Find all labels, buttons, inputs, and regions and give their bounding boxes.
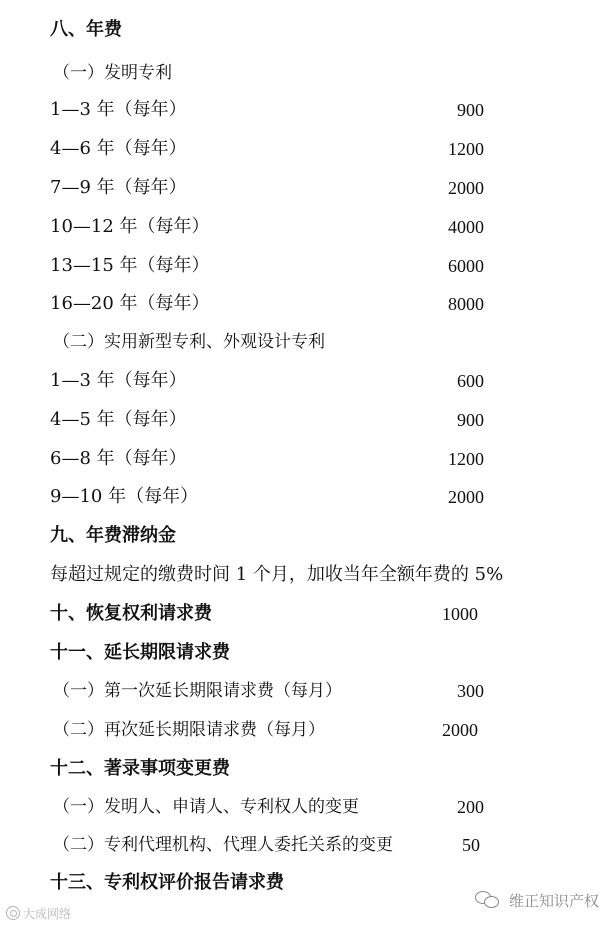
fee-amount: 50 [462, 835, 480, 855]
line-label: 八、年费 [50, 19, 122, 40]
fee-item-label: 1—3 年（每年） [50, 99, 187, 120]
fee-amount: 2000 [448, 487, 484, 507]
fee-item-label: （二）专利代理机构、代理人委托关系的变更 [53, 835, 393, 855]
fee-item-label: 9—10 年（每年） [50, 486, 199, 507]
fee-item-label: 1—3 年（每年） [50, 370, 187, 391]
subsection-invention-patent [0, 58, 607, 88]
fee-row [0, 134, 607, 164]
fee-row [0, 676, 607, 706]
fee-item-label: （一）第一次延长期限请求费（每月） [53, 681, 342, 701]
line-label: 九、年费滞纳金 [50, 525, 176, 546]
fee-amount: 6000 [448, 256, 484, 276]
section-heading-restoration-fee [0, 599, 607, 629]
fee-row [0, 289, 607, 319]
fee-amount: 2000 [448, 178, 484, 198]
fee-row [0, 173, 607, 203]
fee-item-label: （二）再次延长期限请求费（每月） [53, 720, 325, 740]
fee-amount: 4000 [448, 217, 484, 237]
image-source-logo-icon [6, 906, 20, 920]
fee-row [0, 366, 607, 396]
section-heading-annual-fee [0, 15, 607, 45]
account-watermark [471, 888, 599, 912]
line-label: 十三、专利权评价报告请求费 [50, 872, 284, 893]
fee-amount: 2000 [442, 720, 478, 740]
source-watermark-text: 大成网络 [23, 906, 72, 921]
late-fee-description [0, 560, 607, 590]
fee-item-label: 13—15 年（每年） [50, 255, 210, 276]
source-watermark [6, 905, 71, 921]
fee-row [0, 715, 607, 745]
fee-item-label: （一）发明人、申请人、专利权人的变更 [53, 797, 359, 817]
fee-item-label: 16—20 年（每年） [50, 293, 210, 314]
fee-row [0, 482, 607, 512]
line-label: 十二、著录事项变更费 [50, 758, 230, 779]
fee-row [0, 95, 607, 125]
fee-row [0, 212, 607, 242]
fee-row [0, 444, 607, 474]
fee-row [0, 792, 607, 822]
fee-amount: 1200 [448, 139, 484, 159]
fee-row [0, 405, 607, 435]
subsection-utility-design-patent [0, 327, 607, 357]
fee-amount: 1200 [448, 449, 484, 469]
fee-amount: 900 [457, 410, 484, 430]
fee-amount: 600 [457, 371, 484, 391]
section-heading-extension-fee [0, 638, 607, 668]
line-label: 十、恢复权利请求费 [50, 603, 212, 624]
fee-amount: 200 [457, 797, 484, 817]
fee-row [0, 830, 607, 860]
fee-item-label: 6—8 年（每年） [50, 448, 187, 469]
section-heading-bibliographic-change-fee [0, 754, 607, 784]
line-label: （二）实用新型专利、外观设计专利 [53, 332, 325, 352]
fee-amount: 900 [457, 100, 484, 120]
fee-item-label: 4—5 年（每年） [50, 409, 187, 430]
fee-amount: 8000 [448, 294, 484, 314]
fee-item-label: 7—9 年（每年） [50, 177, 187, 198]
line-label: 每超过规定的缴费时间 1 个月，加收当年全额年费的 5% [50, 564, 504, 585]
fee-row [0, 251, 607, 281]
wechat-icon [475, 890, 501, 910]
line-label: 十一、延长期限请求费 [50, 642, 230, 663]
line-label: （一）发明专利 [53, 63, 172, 83]
fee-amount: 300 [457, 681, 484, 701]
fee-item-label: 4—6 年（每年） [50, 138, 187, 159]
fee-amount: 1000 [442, 604, 478, 624]
account-name: 维正知识产权 [508, 891, 599, 910]
fee-item-label: 10—12 年（每年） [50, 216, 210, 237]
section-heading-late-fee [0, 521, 607, 551]
